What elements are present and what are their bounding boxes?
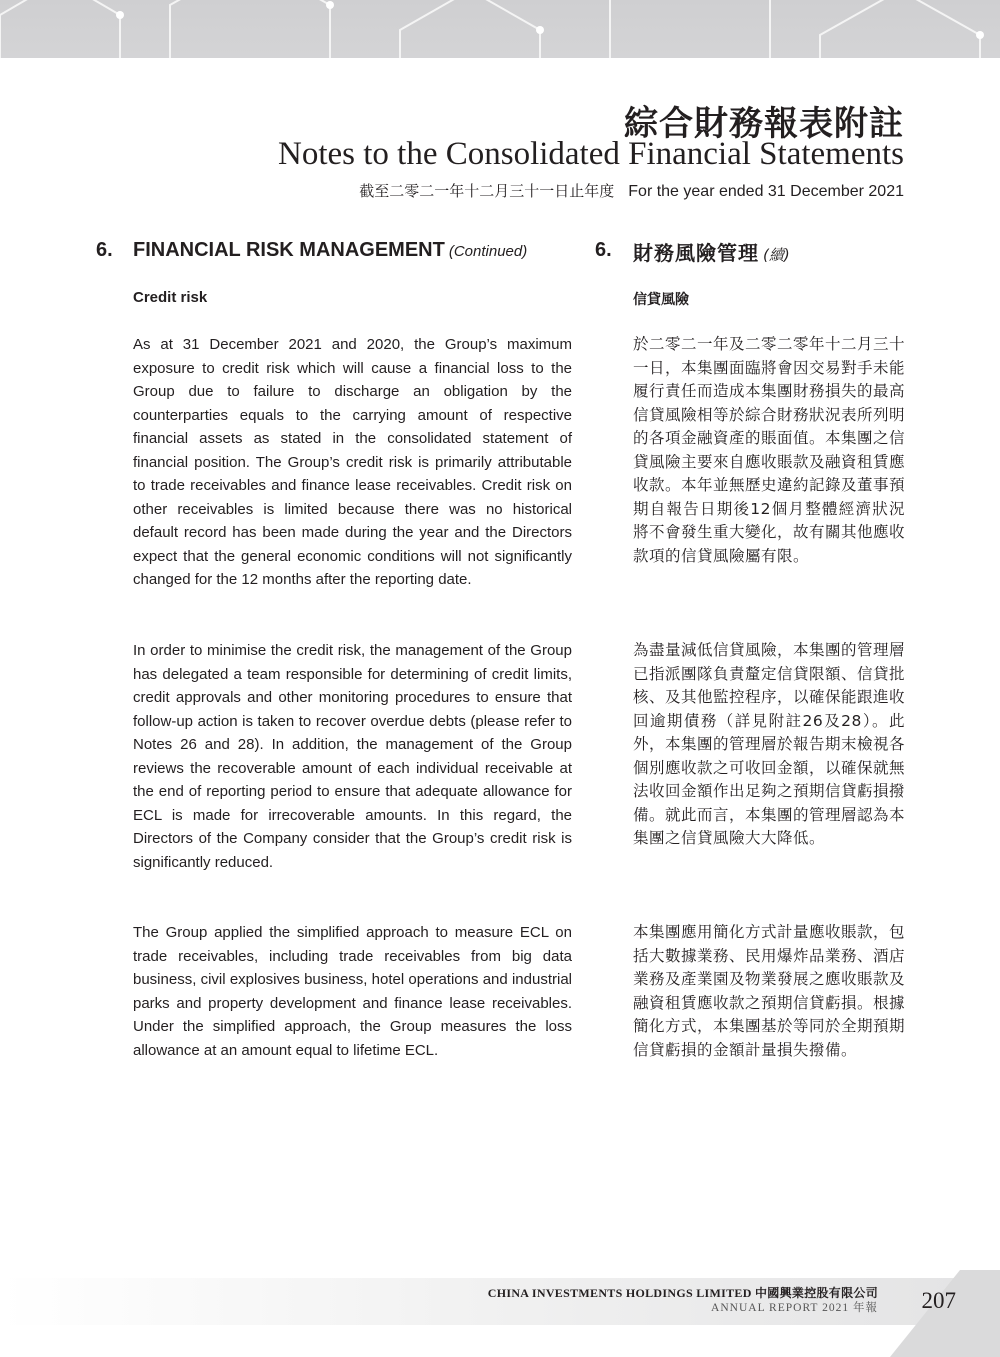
paragraph-en-3: The Group applied the simplified approach to measure ECL on trade receivables, including trade receivables from big data business, civil explosives business, hotel operations and industrial parks and property development and finance lease receivables. Under the simplified approach, the Group measures the loss allowance at an amount equal to lifetime ECL. — [133, 924, 572, 1059]
paragraph-cn-1: 於二零二一年及二零二零年十二月三十一日，本集團面臨將會因交易對手未能履行責任而造成本集團財務損失的最高信貸風險相等於綜合財務狀況表所列明的各項金融資產的賬面值。本集團之信貸風險主要來自應收賬款及融資租賃應收款。本年並無歷史違約記錄及董事預期自報告日期後12個月整體經濟狀況將不會發生重大變化，故有關其他應收款項的信貸風險屬有限。 — [633, 335, 906, 565]
page-title-chinese: 綜合財務報表附註 — [624, 104, 904, 144]
section-title: FINANCIAL RISK MANAGEMENT — [133, 239, 445, 261]
section-heading-chinese — [633, 237, 790, 266]
reporting-period-chinese: 截至二零二一年十二月三十一日止年度 — [359, 182, 615, 200]
footer-report-label: ANNUAL REPORT 2021 年報 — [711, 1302, 878, 1314]
reporting-period-english: For the year ended 31 December 2021 — [628, 183, 904, 200]
section-number-chinese: 6. — [595, 239, 612, 261]
continued-label-chinese: (續) — [763, 246, 790, 264]
subheading-credit-risk: Credit risk — [133, 289, 208, 306]
section-title-chinese: 財務風險管理 — [633, 241, 759, 265]
paragraph-en-2: In order to minimise the credit risk, the management of the Group has delegated a team responsible for determining of credit limits, credit approvals and other monitoring procedures to ensure that follow-up action is taken to recover overdue debts (please refer to Notes 26 and 28). In addition, the management of the Group reviews the recoverable amount of each individual receivable at the end of reporting period to ensure that adequate allowance for ECL is made for irrecoverable amounts. In this regard, the Directors of the Company consider that the Group’s credit risk is significantly reduced. — [133, 642, 572, 871]
section-heading — [133, 239, 527, 262]
footer-company-name: CHINA INVESTMENTS HOLDINGS LIMITED 中國興業控股有限公司 — [487, 1286, 878, 1300]
paragraph-cn-2: 為盡量減低信貸風險，本集團的管理層已指派團隊負責釐定信貸限額、信貸批核、及其他監控程序，以確保能跟進收回逾期債務（詳見附註26及28）。此外，本集團的管理層於報告期末檢視各個別應收款之可收回金額，以確保就無法收回金額作出足夠之預期信貸虧損撥備。就此而言，本集團的管理層認為本集團之信貸風險大大降低。 — [633, 641, 906, 847]
reporting-period — [359, 180, 904, 201]
paragraph-en-1: As at 31 December 2021 and 2020, the Group’s maximum exposure to credit risk which will cause a financial loss to the Group due to failure to discharge an obligation by the counterparties equals to the carrying amount of respective financial assets as stated in the consolidated statement of financial position. The Group’s credit risk is primarily attributable to trade receivables and finance lease receivables. Credit risk on other receivables is limited because there was no historical default record has been made during the year and the Directors expect that the general economic conditions will not significantly changed for the 12 months after the reporting date. — [133, 336, 572, 588]
page-number: 207 — [921, 1288, 956, 1313]
subheading-credit-risk-chinese: 信貸風險 — [633, 292, 689, 308]
continued-label: (Continued) — [448, 243, 528, 260]
section-number: 6. — [96, 239, 113, 261]
paragraph-cn-3: 本集團應用簡化方式計量應收賬款，包括大數據業務、民用爆炸品業務、酒店業務及產業園及物業發展之應收賬款及融資租賃應收款之預期信貸虧損。根據簡化方式，本集團基於等同於全期預期信貸虧損的金額計量損失撥備。 — [633, 923, 906, 1059]
page-title: Notes to the Consolidated Financial Statements — [278, 136, 904, 172]
